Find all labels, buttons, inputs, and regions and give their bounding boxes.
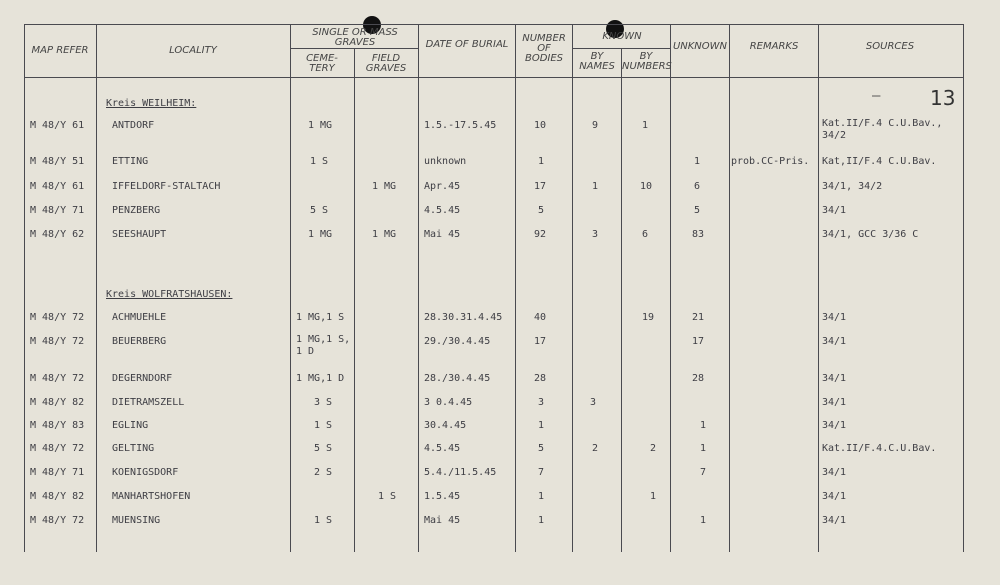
bodies-cell: 28: [534, 373, 547, 384]
unknown-cell: 7: [700, 467, 707, 478]
sources-cell: Kat.II/F.4.C.U.Bav.: [822, 443, 937, 454]
col-line-5: [515, 24, 516, 552]
header-cemetery: CEME-TERY: [306, 53, 338, 74]
by-numbers-cell: 10: [640, 181, 653, 192]
date-cell: Mai 45: [424, 515, 461, 526]
sources-cell: Kat,II/F.4 C.U.Bav.: [822, 156, 937, 167]
sources-cell: 34/1, 34/2: [822, 181, 883, 192]
date-cell: 28.30.31.4.45: [424, 312, 503, 323]
bodies-cell: 17: [534, 181, 547, 192]
date-cell: 1.5.-17.5.45: [424, 120, 497, 131]
by-numbers-cell: 2: [650, 443, 657, 454]
header-known: KNOWN: [602, 31, 642, 42]
map-ref-cell: M 48/Y 71: [30, 467, 85, 478]
cemetery-text: 1 MG,1 S, 1 D: [296, 334, 351, 357]
by-numbers-cell: 6: [642, 229, 649, 240]
map-ref-cell: M 48/Y 82: [30, 491, 85, 502]
unknown-cell: 1: [700, 420, 707, 431]
locality-cell: SEESHAUPT: [112, 229, 167, 240]
card-number: 13: [930, 86, 956, 110]
sources-cell: 34/1: [822, 312, 847, 323]
map-ref-cell: M 48/Y 71: [30, 205, 85, 216]
by-names-cell: 1: [592, 181, 599, 192]
field-graves-cell: 1 S: [378, 491, 397, 502]
bodies-cell: 7: [538, 467, 545, 478]
sources-cell: 34/1, GCC 3/36 C: [822, 229, 919, 240]
cemetery-cell: 1 S: [314, 515, 333, 526]
header-date-of-burial: DATE OF BURIAL: [425, 39, 509, 50]
col-line-9: [729, 24, 730, 552]
district-heading-wolfratshausen: Kreis WOLFRATSHAUSEN:: [106, 289, 233, 300]
header-sources: SOURCES: [865, 41, 915, 52]
cemetery-cell: 1 S: [310, 156, 329, 167]
by-numbers-cell: 1: [650, 491, 657, 502]
unknown-cell: 6: [694, 181, 701, 192]
district-heading-weilheim: Kreis WEILHEIM:: [106, 98, 197, 109]
header-single-mass-graves: SINGLE OR MASS GRAVES: [312, 27, 398, 48]
cemetery-cell: 1 MG,1 S: [296, 312, 345, 323]
sources-cell: 34/1: [822, 373, 847, 384]
cemetery-cell: 1 MG: [308, 120, 333, 131]
header-by-names: BY NAMES: [579, 51, 615, 72]
col-line-11: [963, 24, 964, 552]
date-cell: Mai 45: [424, 229, 461, 240]
header-number-of-bodies: NUMBER OF BODIES: [522, 33, 566, 64]
sources-text: Kat.II/F.4 C.U.Bav., 34/2: [822, 118, 943, 141]
unknown-cell: 28: [692, 373, 705, 384]
field-graves-cell: 1 MG: [372, 181, 397, 192]
sources-cell: 34/1: [822, 336, 847, 347]
by-names-cell: 2: [592, 443, 599, 454]
header-unknown: UNKNOWN: [672, 41, 728, 52]
map-ref-cell: M 48/Y 72: [30, 443, 85, 454]
map-ref-cell: M 48/Y 72: [30, 515, 85, 526]
card-mark: –: [872, 88, 881, 104]
locality-cell: BEUERBERG: [112, 336, 167, 347]
sources-cell: [822, 118, 958, 142]
unknown-cell: 17: [692, 336, 705, 347]
col-line-6: [572, 24, 573, 552]
col-line-8: [670, 24, 671, 552]
date-cell: unknown: [424, 156, 467, 167]
col-line-7: [621, 48, 622, 552]
bodies-cell: 1: [538, 420, 545, 431]
top-border: [24, 24, 964, 25]
col-line-1: [96, 24, 97, 552]
map-ref-cell: M 48/Y 72: [30, 373, 85, 384]
map-ref-cell: M 48/Y 83: [30, 420, 85, 431]
cemetery-cell: 1 S: [314, 420, 333, 431]
bodies-cell: 17: [534, 336, 547, 347]
header-map-ref: MAP REFER: [31, 45, 89, 56]
locality-cell: DIETRAMSZELL: [112, 397, 185, 408]
by-numbers-cell: 19: [642, 312, 655, 323]
bodies-cell: 1: [538, 491, 545, 502]
sources-cell: 34/1: [822, 515, 847, 526]
unknown-cell: 1: [700, 515, 707, 526]
col-line-3: [354, 48, 355, 552]
cemetery-cell: [296, 334, 354, 358]
cemetery-cell: 1 MG: [308, 229, 333, 240]
cemetery-cell: 2 S: [314, 467, 333, 478]
sources-cell: 34/1: [822, 205, 847, 216]
remarks-cell: prob.CC-Pris.: [731, 156, 810, 167]
locality-cell: EGLING: [112, 420, 149, 431]
bodies-cell: 40: [534, 312, 547, 323]
unknown-cell: 1: [700, 443, 707, 454]
locality-cell: ACHMUEHLE: [112, 312, 167, 323]
header-field-graves: FIELD GRAVES: [365, 53, 407, 74]
unknown-cell: 21: [692, 312, 705, 323]
bodies-cell: 5: [538, 205, 545, 216]
locality-cell: KOENIGSDORF: [112, 467, 179, 478]
by-names-cell: 3: [592, 229, 599, 240]
date-cell: 28./30.4.45: [424, 373, 491, 384]
bodies-cell: 3: [538, 397, 545, 408]
cemetery-cell: 1 MG,1 D: [296, 373, 345, 384]
sources-cell: 34/1: [822, 491, 847, 502]
locality-cell: MANHARTSHOFEN: [112, 491, 191, 502]
bodies-cell: 5: [538, 443, 545, 454]
locality-cell: IFFELDORF-STALTACH: [112, 181, 221, 192]
sources-cell: 34/1: [822, 420, 847, 431]
date-cell: 4.5.45: [424, 443, 461, 454]
date-cell: 3 0.4.45: [424, 397, 473, 408]
locality-cell: ETTING: [112, 156, 149, 167]
date-cell: 4.5.45: [424, 205, 461, 216]
header-by-numbers: BY NUMBERS: [622, 51, 672, 72]
date-cell: Apr.45: [424, 181, 461, 192]
sources-cell: 34/1: [822, 397, 847, 408]
map-ref-cell: M 48/Y 61: [30, 120, 85, 131]
date-cell: 1.5.45: [424, 491, 461, 502]
header-remarks: REMARKS: [749, 41, 799, 52]
map-ref-cell: M 48/Y 72: [30, 336, 85, 347]
unknown-cell: 1: [694, 156, 701, 167]
col-line-4: [418, 24, 419, 552]
date-cell: 30.4.45: [424, 420, 467, 431]
bodies-cell: 1: [538, 156, 545, 167]
col-line-0: [24, 24, 25, 552]
col-line-2: [290, 24, 291, 552]
sources-cell: 34/1: [822, 467, 847, 478]
bodies-cell: 1: [538, 515, 545, 526]
header-locality: LOCALITY: [169, 45, 217, 56]
locality-cell: GELTING: [112, 443, 155, 454]
map-ref-cell: M 48/Y 51: [30, 156, 85, 167]
cemetery-cell: 5 S: [314, 443, 333, 454]
locality-cell: ANTDORF: [112, 120, 155, 131]
bodies-cell: 10: [534, 120, 547, 131]
map-ref-cell: M 48/Y 62: [30, 229, 85, 240]
cemetery-cell: 3 S: [314, 397, 333, 408]
date-cell: 29./30.4.45: [424, 336, 491, 347]
date-cell: 5.4./11.5.45: [424, 467, 497, 478]
field-graves-cell: 1 MG: [372, 229, 397, 240]
unknown-cell: 83: [692, 229, 705, 240]
locality-cell: PENZBERG: [112, 205, 161, 216]
map-ref-cell: M 48/Y 82: [30, 397, 85, 408]
by-names-cell: 9: [592, 120, 599, 131]
cemetery-cell: 5 S: [310, 205, 329, 216]
unknown-cell: 5: [694, 205, 701, 216]
locality-cell: DEGERNDORF: [112, 373, 173, 384]
header-bottom-border: [24, 77, 964, 78]
by-numbers-cell: 1: [642, 120, 649, 131]
locality-cell: MUENSING: [112, 515, 161, 526]
bodies-cell: 92: [534, 229, 547, 240]
col-line-10: [818, 24, 819, 552]
by-names-cell: 3: [590, 397, 597, 408]
map-ref-cell: M 48/Y 61: [30, 181, 85, 192]
map-ref-cell: M 48/Y 72: [30, 312, 85, 323]
